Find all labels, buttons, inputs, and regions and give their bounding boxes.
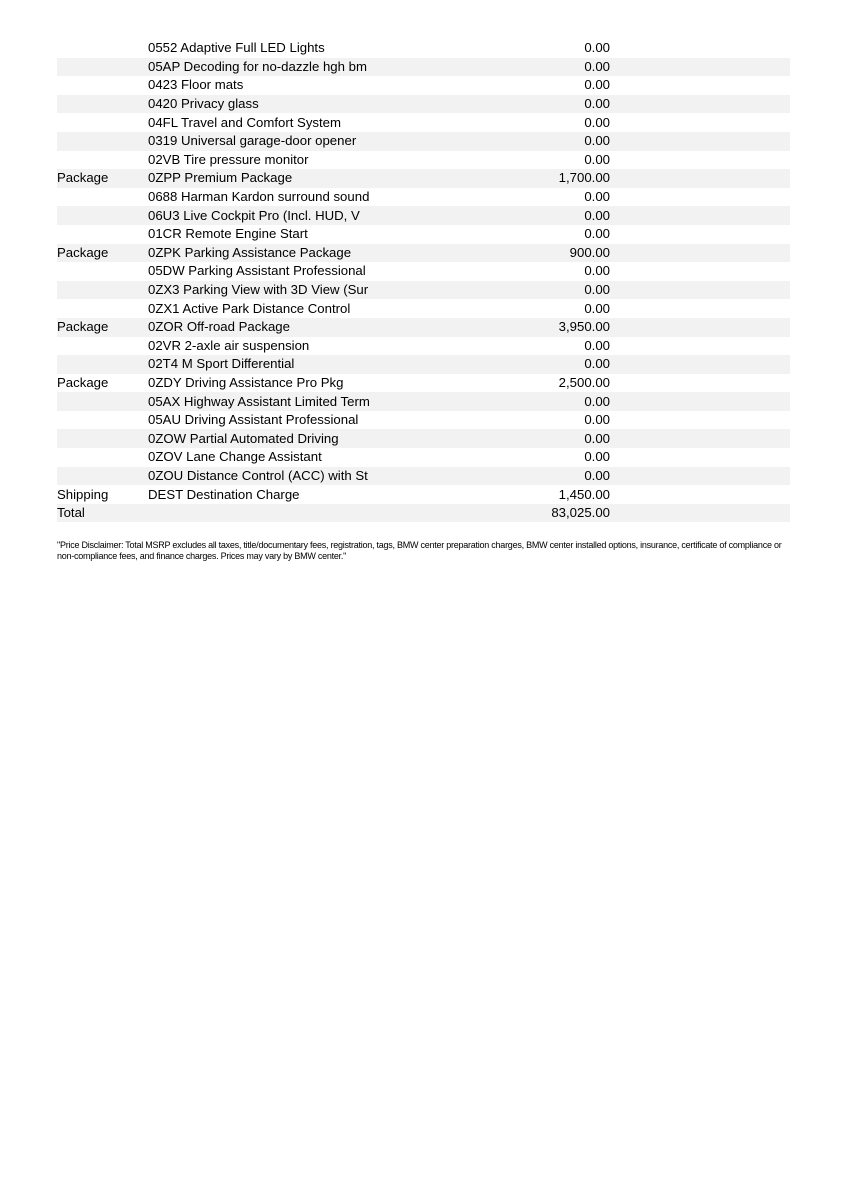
row-spacer [610, 225, 790, 244]
table-row [57, 467, 790, 486]
row-spacer [610, 281, 790, 300]
row-description: 04FL Travel and Comfort System [148, 114, 342, 130]
row-category: Package [57, 244, 109, 260]
table-row [57, 169, 790, 188]
row-description: 0423 Floor mats [148, 77, 244, 93]
row-description: 05AU Driving Assistant Professional [148, 412, 359, 428]
row-price: 0.00 [584, 356, 610, 372]
row-spacer [610, 504, 790, 523]
table-row [57, 188, 790, 207]
row-category [57, 188, 148, 207]
row-description: 02VR 2-axle air suspension [148, 337, 310, 353]
row-category [57, 225, 148, 244]
row-category [57, 281, 148, 300]
row-description: 0ZDY Driving Assistance Pro Pkg [148, 374, 344, 390]
row-category: Package [57, 170, 109, 186]
row-price: 3,950.00 [558, 319, 610, 335]
row-spacer [610, 113, 790, 132]
row-spacer [610, 95, 790, 114]
row-description: 0ZOU Distance Control (ACC) with St [148, 467, 368, 483]
row-description: 0552 Adaptive Full LED Lights [148, 40, 325, 56]
row-description: 0ZOW Partial Automated Driving [148, 430, 339, 446]
row-description: 0ZOV Lane Change Assistant [148, 449, 322, 465]
row-price: 0.00 [584, 282, 610, 298]
row-price: 0.00 [584, 96, 610, 112]
row-description: 01CR Remote Engine Start [148, 226, 308, 242]
table-row [57, 374, 790, 393]
row-price: 0.00 [584, 226, 610, 242]
row-price: 0.00 [584, 133, 610, 149]
row-spacer [610, 337, 790, 356]
row-spacer [610, 318, 790, 337]
row-description: 0420 Privacy glass [148, 96, 259, 112]
row-spacer [610, 39, 790, 58]
row-category [57, 337, 148, 356]
row-spacer [610, 188, 790, 207]
table-row [57, 392, 790, 411]
row-price: 0.00 [584, 114, 610, 130]
row-description: 05AX Highway Assistant Limited Term [148, 393, 370, 409]
row-description: 0ZX1 Active Park Distance Control [148, 300, 351, 316]
row-category [57, 58, 148, 77]
row-price: 0.00 [584, 467, 610, 483]
row-price: 0.00 [584, 300, 610, 316]
table-row [57, 151, 790, 170]
row-category: Package [57, 374, 109, 390]
table-row [57, 113, 790, 132]
table-row [57, 95, 790, 114]
row-price: 0.00 [584, 58, 610, 74]
row-description: 05DW Parking Assistant Professional [148, 263, 366, 279]
table-row [57, 58, 790, 77]
row-price: 0.00 [584, 263, 610, 279]
row-spacer [610, 76, 790, 95]
row-price: 1,450.00 [558, 486, 610, 502]
row-spacer [610, 244, 790, 263]
table-row [57, 485, 790, 504]
row-spacer [610, 299, 790, 318]
row-category [57, 448, 148, 467]
row-category [57, 151, 148, 170]
table-row [57, 262, 790, 281]
row-category [57, 132, 148, 151]
row-description: 02VB Tire pressure monitor [148, 151, 309, 167]
row-description: 0688 Harman Kardon surround sound [148, 189, 370, 205]
row-category [57, 467, 148, 486]
price-disclaimer: "Price Disclaimer: Total MSRP excludes all taxes, title/documentary fees, registration, tags, BMW center preparation charges, BMW center installed options, insurance, certificate of compliance or non-compliance fees, and finance charges. Prices may vary by BMW center." [57, 540, 782, 561]
row-spacer [610, 448, 790, 467]
pricing-table [57, 39, 790, 522]
row-description: 0319 Universal garage-door opener [148, 133, 357, 149]
row-description [148, 504, 428, 523]
row-description: 0ZOR Off-road Package [148, 319, 290, 335]
row-category [57, 411, 148, 430]
pricing-table-body [57, 39, 790, 522]
table-row [57, 132, 790, 151]
row-spacer [610, 262, 790, 281]
table-row [57, 448, 790, 467]
row-spacer [610, 411, 790, 430]
row-price: 0.00 [584, 77, 610, 93]
row-category [57, 299, 148, 318]
row-price: 0.00 [584, 337, 610, 353]
row-spacer [610, 374, 790, 393]
row-category [57, 95, 148, 114]
row-spacer [610, 169, 790, 188]
row-description: 0ZPP Premium Package [148, 170, 293, 186]
row-category: Package [57, 319, 109, 335]
row-spacer [610, 467, 790, 486]
row-description: DEST Destination Charge [148, 486, 300, 502]
row-description: 02T4 M Sport Differential [148, 356, 295, 372]
table-row [57, 281, 790, 300]
row-price: 0.00 [584, 412, 610, 428]
row-spacer [610, 355, 790, 374]
table-row [57, 76, 790, 95]
row-category [57, 206, 148, 225]
row-category [57, 39, 148, 58]
row-description: 06U3 Live Cockpit Pro (Incl. HUD, V [148, 207, 360, 223]
row-spacer [610, 151, 790, 170]
row-price: 1,700.00 [558, 170, 610, 186]
row-price: 0.00 [584, 151, 610, 167]
row-price: 0.00 [584, 207, 610, 223]
table-row [57, 39, 790, 58]
row-spacer [610, 206, 790, 225]
row-category [57, 355, 148, 374]
row-spacer [610, 58, 790, 77]
row-price: 0.00 [584, 430, 610, 446]
table-row [57, 337, 790, 356]
row-description: 0ZPK Parking Assistance Package [148, 244, 352, 260]
table-row [57, 318, 790, 337]
table-row [57, 411, 790, 430]
row-description: 05AP Decoding for no-dazzle hgh bm [148, 58, 367, 74]
row-description: 0ZX3 Parking View with 3D View (Sur [148, 282, 369, 298]
row-price: 2,500.00 [558, 374, 610, 390]
table-row [57, 355, 790, 374]
row-price: 0.00 [584, 189, 610, 205]
row-category: Total [57, 505, 85, 521]
row-spacer [610, 132, 790, 151]
row-spacer [610, 429, 790, 448]
table-row [57, 225, 790, 244]
row-category [57, 392, 148, 411]
row-category [57, 429, 148, 448]
row-price: 0.00 [584, 393, 610, 409]
table-row [57, 206, 790, 225]
table-row [57, 244, 790, 263]
row-price: 0.00 [584, 449, 610, 465]
table-row [57, 429, 790, 448]
row-spacer [610, 392, 790, 411]
row-price: 900.00 [569, 244, 610, 260]
row-category [57, 76, 148, 95]
row-price: 0.00 [584, 40, 610, 56]
table-row [57, 504, 790, 523]
row-price: 83,025.00 [551, 505, 610, 521]
row-category: Shipping [57, 486, 109, 502]
row-category [57, 113, 148, 132]
row-category [57, 262, 148, 281]
row-spacer [610, 485, 790, 504]
table-row [57, 299, 790, 318]
